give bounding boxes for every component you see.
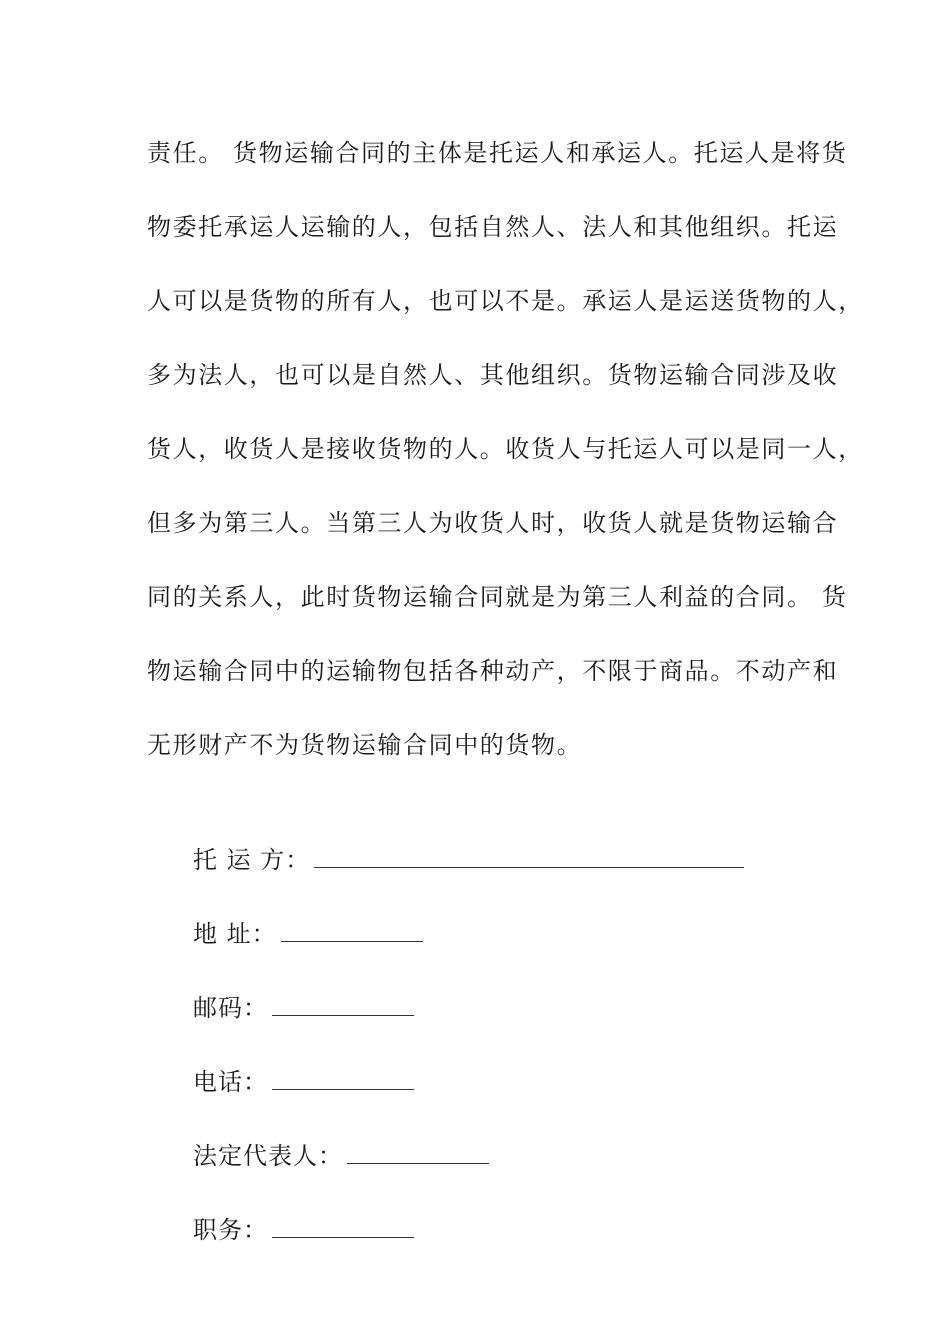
position-blank[interactable] <box>272 1215 414 1238</box>
shipper-label: 托 运 方： <box>193 846 311 874</box>
position-label: 职务： <box>193 1216 268 1244</box>
paragraph-line-5: 货人，收货人是接收货物的人。收货人与托运人可以是同一人， <box>147 435 864 463</box>
shipper-blank[interactable] <box>314 845 744 868</box>
form-fields <box>193 806 793 1250</box>
paragraph-line-8: 物运输合同中的运输物包括各种动产，不限于商品。不动产和 <box>147 657 839 685</box>
phone-blank[interactable] <box>272 1067 414 1090</box>
legal-representative-blank[interactable] <box>347 1141 489 1164</box>
paragraph-line-7: 同的关系人，此时货物运输合同就是为第三人利益的合同。 货 <box>147 583 848 611</box>
paragraph-line-3: 人可以是货物的所有人，也可以不是。承运人是运送货物的人， <box>147 287 864 315</box>
paragraph-line-2: 物委托承运人运输的人，包括自然人、法人和其他组织。托运 <box>147 213 839 241</box>
postcode-label: 邮码： <box>193 994 268 1022</box>
phone-field <box>193 1028 793 1102</box>
address-blank[interactable] <box>281 919 423 942</box>
legal-representative-label: 法定代表人： <box>193 1142 343 1170</box>
body-paragraph <box>147 128 864 794</box>
phone-label: 电话： <box>193 1068 268 1096</box>
postcode-blank[interactable] <box>272 993 414 1016</box>
paragraph-line-4: 多为法人，也可以是自然人、其他组织。货物运输合同涉及收 <box>147 361 839 389</box>
legal-representative-field <box>193 1102 793 1176</box>
paragraph-line-9: 无形财产不为货物运输合同中的货物。 <box>147 731 583 759</box>
address-label: 地 址： <box>193 920 277 948</box>
postcode-field <box>193 954 793 1028</box>
address-field <box>193 880 793 954</box>
shipper-field <box>193 806 793 880</box>
paragraph-line-1: 责任。 货物运输合同的主体是托运人和承运人。托运人是将货 <box>147 139 848 167</box>
paragraph-line-6: 但多为第三人。当第三人为收货人时，收货人就是货物运输合 <box>147 509 839 537</box>
position-field <box>193 1176 793 1250</box>
